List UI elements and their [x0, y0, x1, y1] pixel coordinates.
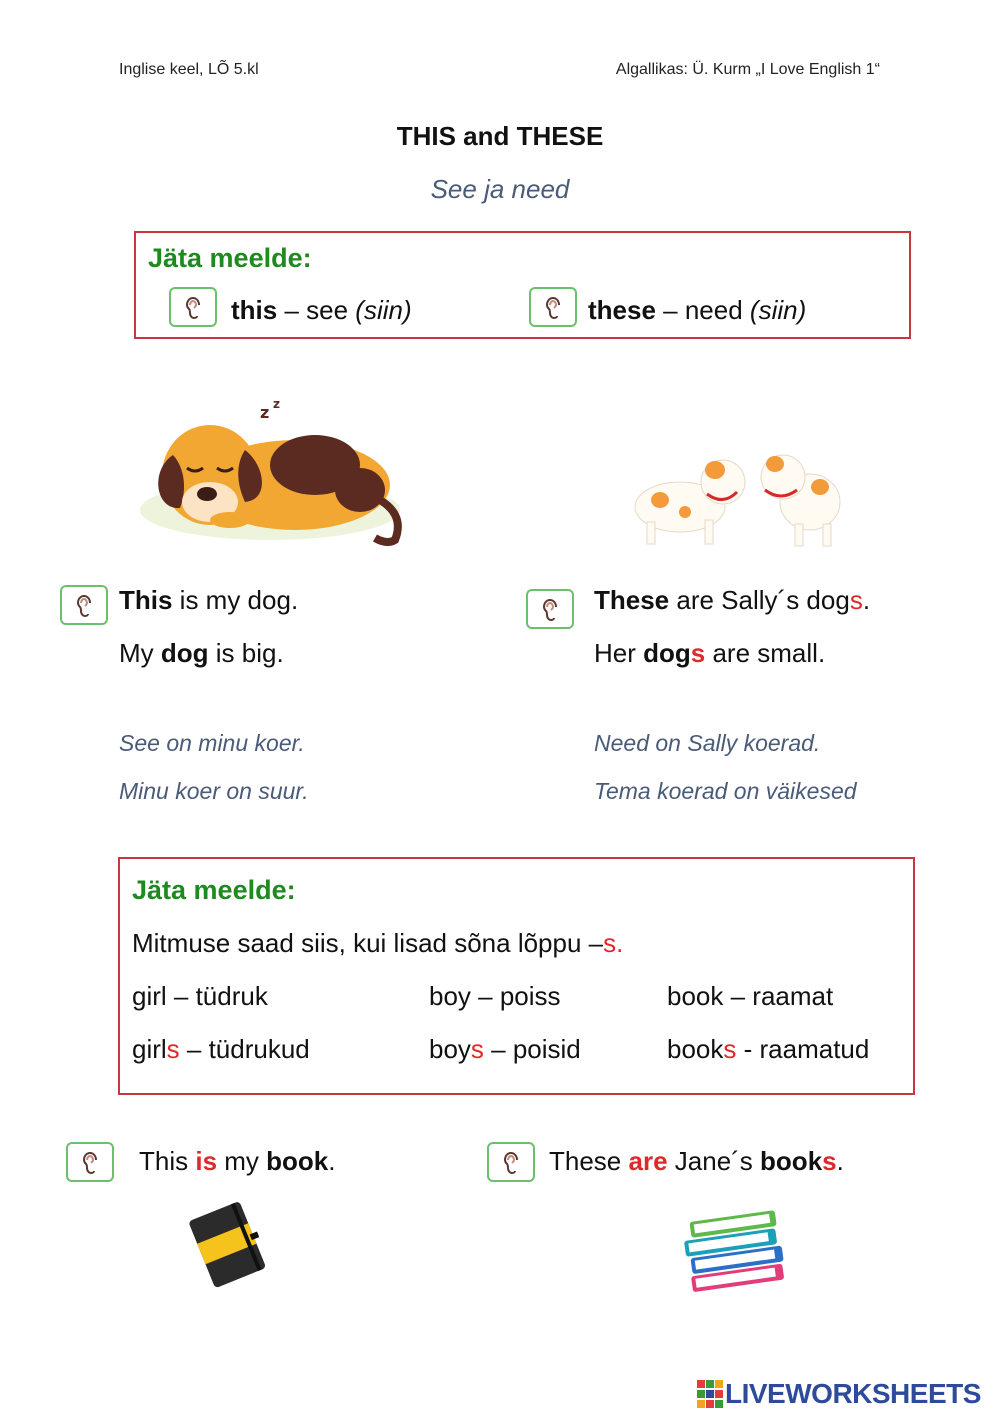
stem: book: [667, 1034, 724, 1064]
sentence-rest: is big.: [208, 638, 284, 668]
verb-are: are: [628, 1146, 668, 1176]
stem: boy: [429, 1034, 471, 1064]
this-note: (siin): [355, 295, 412, 325]
remember-heading-2: Jäta meelde:: [132, 875, 296, 905]
header-right: Algallikas: Ü. Kurm „I Love English 1“: [615, 61, 880, 78]
two-dogs-image: [605, 432, 865, 552]
boy-singular: boy – poiss: [429, 981, 561, 1011]
translation-2: Minu koer on suur.: [119, 778, 309, 804]
ear-icon: [544, 296, 564, 320]
this-bold: This: [119, 585, 173, 615]
sentence-start: My: [119, 638, 161, 668]
audio-button-these[interactable]: [529, 287, 577, 327]
page-subtitle: See ja need: [430, 174, 570, 204]
books-plural: [667, 1034, 869, 1065]
these-bold: These: [594, 585, 670, 615]
girls-plural: [132, 1034, 310, 1065]
rule-s: s.: [603, 928, 624, 958]
sentence-end: .: [836, 1146, 844, 1176]
ear-icon: [502, 1151, 522, 1175]
translation: - raamatud: [736, 1034, 870, 1064]
translation-1: See on minu koer.: [119, 730, 305, 756]
my-dog-big-sentence: [119, 638, 284, 669]
audio-button-this-book[interactable]: [66, 1142, 114, 1182]
these-meaning: – need: [655, 295, 750, 325]
book-singular: book – raamat: [667, 981, 834, 1011]
verb-is: is: [195, 1146, 218, 1176]
this-definition: [231, 295, 412, 326]
translation: – poisid: [483, 1034, 581, 1064]
translation-4: Tema koerad on väikesed: [594, 778, 857, 804]
dog-bold: dog: [160, 638, 209, 668]
audio-button-these-books[interactable]: [487, 1142, 535, 1182]
rule-text: Mitmuse saad siis, kui lisad sõna lõppu –: [132, 928, 604, 958]
this-word: this: [231, 295, 278, 325]
book-stack-image: [680, 1208, 790, 1296]
this-book-sentence: [139, 1146, 335, 1177]
sentence-mid: Jane´s: [667, 1146, 761, 1176]
these-books-sentence: [549, 1146, 844, 1177]
boys-plural: [429, 1034, 581, 1065]
audio-button-this[interactable]: [169, 287, 217, 327]
plural-s: s: [822, 1146, 837, 1176]
book-bold: book: [266, 1146, 329, 1176]
these-definition: [588, 295, 806, 326]
translation-3: Need on Sally koerad.: [594, 730, 821, 756]
sentence-rest: are small.: [705, 638, 826, 668]
plural-s: s: [166, 1034, 180, 1064]
audio-button-this-dog[interactable]: [60, 585, 108, 625]
audio-button-these-dogs[interactable]: [526, 589, 574, 629]
sentence-end: .: [328, 1146, 336, 1176]
book-bold: book: [760, 1146, 823, 1176]
liveworksheets-logo-icon: [697, 1380, 723, 1408]
these-word: these: [588, 295, 656, 325]
girl-singular: girl – tüdruk: [132, 981, 268, 1011]
sentence-start: This: [139, 1146, 196, 1176]
ear-icon: [81, 1151, 101, 1175]
liveworksheets-logo-text: LIVEWORKSHEETS: [725, 1378, 981, 1409]
sentence-rest: is my dog.: [172, 585, 299, 615]
stem: girl: [132, 1034, 167, 1064]
svg-text:z: z: [273, 397, 280, 411]
plural-s: s: [470, 1034, 484, 1064]
this-meaning: – see: [277, 295, 356, 325]
this-dog-sentence: [119, 585, 298, 616]
notebook-image: [182, 1198, 277, 1293]
ear-icon: [184, 296, 204, 320]
these-dogs-sentence: [594, 585, 870, 616]
plural-rule: [132, 928, 623, 959]
sentence-mid: are Sally´s dog: [669, 585, 850, 615]
plural-s: s: [723, 1034, 737, 1064]
her-dogs-small-sentence: [594, 638, 825, 669]
plural-s: s: [849, 585, 863, 615]
page-title: THIS and THESE: [396, 121, 604, 151]
liveworksheets-logo: [697, 1378, 981, 1410]
sentence-start: Her: [594, 638, 644, 668]
sentence-mid: my: [217, 1146, 267, 1176]
sentence-start: These: [549, 1146, 629, 1176]
dogs-bold: dog: [643, 638, 691, 668]
remember-box-2: [118, 857, 915, 1095]
header-left: Inglise keel, LÕ 5.kl: [119, 61, 259, 78]
ear-icon: [541, 598, 561, 622]
remember-heading-1: Jäta meelde:: [148, 243, 312, 273]
translation: – tüdrukud: [179, 1034, 310, 1064]
svg-text:z: z: [260, 403, 270, 422]
these-note: (siin): [749, 295, 807, 325]
sleeping-dog-image: [125, 390, 410, 555]
plural-s: s: [690, 638, 706, 668]
remember-box-1: [134, 231, 911, 339]
sentence-end: .: [862, 585, 871, 615]
ear-icon: [75, 594, 95, 618]
